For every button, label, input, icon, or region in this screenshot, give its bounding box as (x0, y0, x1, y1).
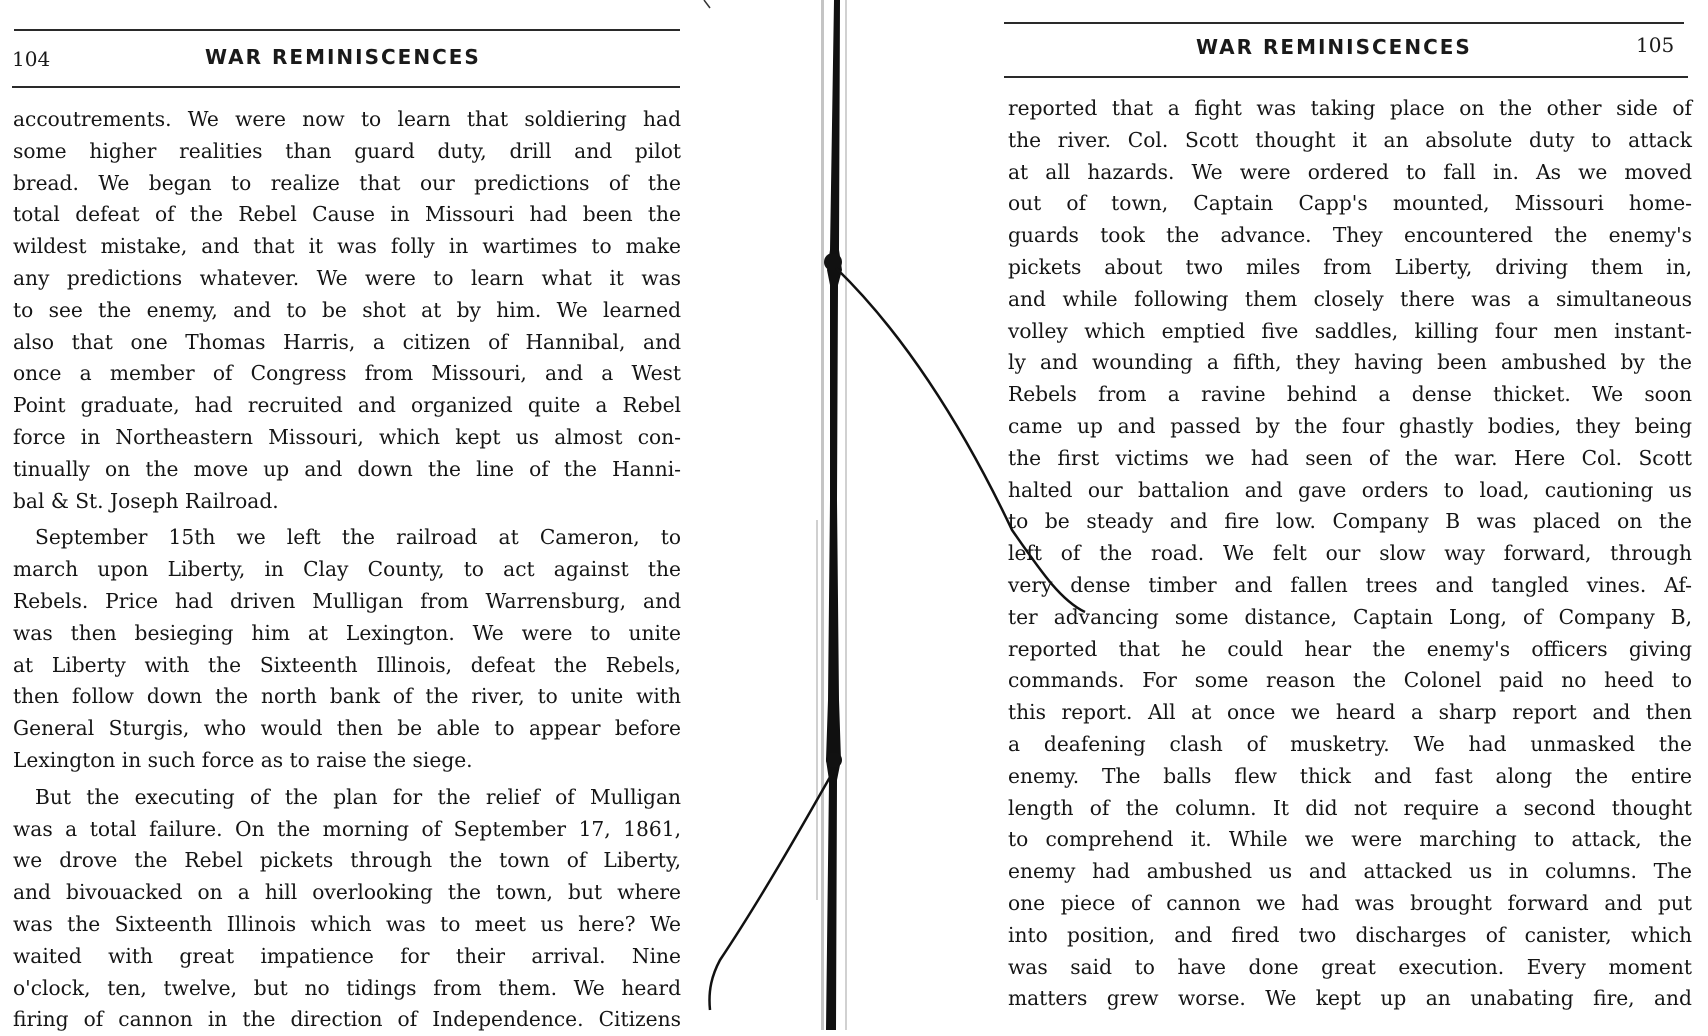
text-line: waited with great impatience for their arrival. Nine (13, 943, 681, 968)
text-line: September 15th we left the railroad at Cameron, to (35, 525, 681, 550)
running-head: WAR REMINISCENCES (205, 45, 481, 69)
text-line: accoutrements. We were now to learn that soldiering had (13, 107, 681, 131)
text-line: also that one Thomas Harris, a citizen of Hannibal, and (13, 329, 681, 354)
text-line: very dense timber and fallen trees and tangled vines. Af- (1008, 572, 1692, 597)
text-line: total defeat of the Rebel Cause in Missouri had been the (13, 202, 681, 227)
text-line: the first victims we had seen of the war. Here Col. Scott (1008, 445, 1692, 470)
text-line: was the Sixteenth Illinois which was to meet us here? We (13, 911, 681, 936)
text-line: commands. For some reason the Colonel paid no heed to (1008, 668, 1692, 693)
text-line: once a member of Congress from Missouri, and a West (13, 361, 681, 386)
text-line: at all hazards. We were ordered to fall in. As we moved (1008, 159, 1692, 184)
text-line: to be steady and fire low. Company B was placed on the (1008, 509, 1692, 534)
text-line: force in Northeastern Missouri, which kept us almost con- (13, 424, 681, 449)
text-line: to see the enemy, and to be shot at by him. We learned (13, 297, 681, 322)
text-line: was said to have done great execution. Every moment (1008, 954, 1692, 979)
text-line: matters grew worse. We kept up an unabating fire, and (1008, 986, 1692, 1011)
text-line: firing of cannon in the direction of Independence. Citizens (13, 1007, 681, 1032)
text-line: the river. Col. Scott thought it an absolute duty to attack (1008, 127, 1692, 152)
text-line: Lexington in such force as to raise the siege. (13, 747, 473, 772)
text-line: bread. We began to realize that our predictions of the (13, 170, 681, 195)
header-rule (1004, 76, 1688, 78)
text-line: was a total failure. On the morning of September 17, 1861, (13, 816, 681, 841)
text-line: ly and wounding a fifth, they having been ambushed by the (1008, 350, 1692, 375)
text-line: o'clock, ten, twelve, but no tidings from them. We heard (13, 975, 681, 1000)
text-line: length of the column. It did not require a second thought (1008, 795, 1692, 820)
text-line: enemy. The balls flew thick and fast along the entire (1008, 763, 1692, 788)
page-body (1008, 93, 1692, 1015)
text-line: we drove the Rebel pickets through the town of Liberty, (13, 848, 681, 873)
text-line: But the executing of the plan for the relief of Mulligan (35, 784, 681, 809)
text-line: reported that he could hear the enemy's officers giving (1008, 636, 1692, 661)
text-line: wildest mistake, and that it was folly in wartimes to make (13, 234, 681, 259)
text-line: at Liberty with the Sixteenth Illinois, defeat the Rebels, (13, 652, 681, 677)
text-line: bal & St. Joseph Railroad. (13, 488, 279, 513)
page-number: 104 (12, 47, 51, 71)
text-line: came up and passed by the four ghastly bodies, they being (1008, 413, 1692, 438)
text-line: and bivouacked on a hill overlooking the town, but where (13, 880, 681, 905)
text-line: some higher realities than guard duty, drill and pilot (13, 138, 681, 163)
text-line: was then besieging him at Lexington. We were to unite (13, 620, 681, 645)
text-line: left of the road. We felt our slow way forward, through (1008, 541, 1692, 566)
text-line: reported that a fight was taking place on the other side of (1008, 96, 1692, 120)
text-line: then follow down the north bank of the river, to unite with (13, 684, 681, 709)
text-line: to comprehend it. While we were marching to attack, the (1008, 827, 1692, 852)
text-line: pickets about two miles from Liberty, driving them in, (1008, 254, 1692, 279)
text-line: volley which emptied five saddles, killing four men instant- (1008, 318, 1692, 343)
text-line: and while following them closely there was a simultaneous (1008, 286, 1692, 311)
top-rule (1004, 22, 1684, 24)
text-line: one piece of cannon we had was brought forward and put (1008, 890, 1692, 915)
running-head: WAR REMINISCENCES (1196, 35, 1472, 59)
text-line: ter advancing some distance, Captain Long, of Company B, (1008, 604, 1692, 629)
page-number: 105 (1636, 33, 1675, 57)
text-line: into position, and fired two discharges of canister, which (1008, 922, 1692, 947)
text-line: tinually on the move up and down the line of the Hanni- (13, 456, 681, 481)
text-line: Rebels from a ravine behind a dense thicket. We soon (1008, 382, 1692, 407)
text-line: march upon Liberty, in Clay County, to act against the (13, 557, 681, 582)
text-line: any predictions whatever. We were to learn what it was (13, 265, 681, 290)
text-line: a deafening clash of musketry. We had unmasked the (1008, 731, 1692, 756)
paragraph (1008, 93, 1692, 1015)
text-line: guards took the advance. They encountered the enemy's (1008, 223, 1692, 248)
text-line: Rebels. Price had driven Mulligan from Warrensburg, and (13, 588, 681, 613)
text-line: this report. All at once we heard a sharp report and then (1008, 700, 1692, 725)
text-line: halted our battalion and gave orders to load, cautioning us (1008, 477, 1692, 502)
text-line: out of town, Captain Capp's mounted, Missouri home- (1008, 191, 1692, 216)
text-line: enemy had ambushed us and attacked us in columns. The (1008, 859, 1692, 884)
text-line: Point graduate, had recruited and organized quite a Rebel (13, 393, 681, 418)
text-line: General Sturgis, who would then be able to appear before (13, 716, 681, 741)
